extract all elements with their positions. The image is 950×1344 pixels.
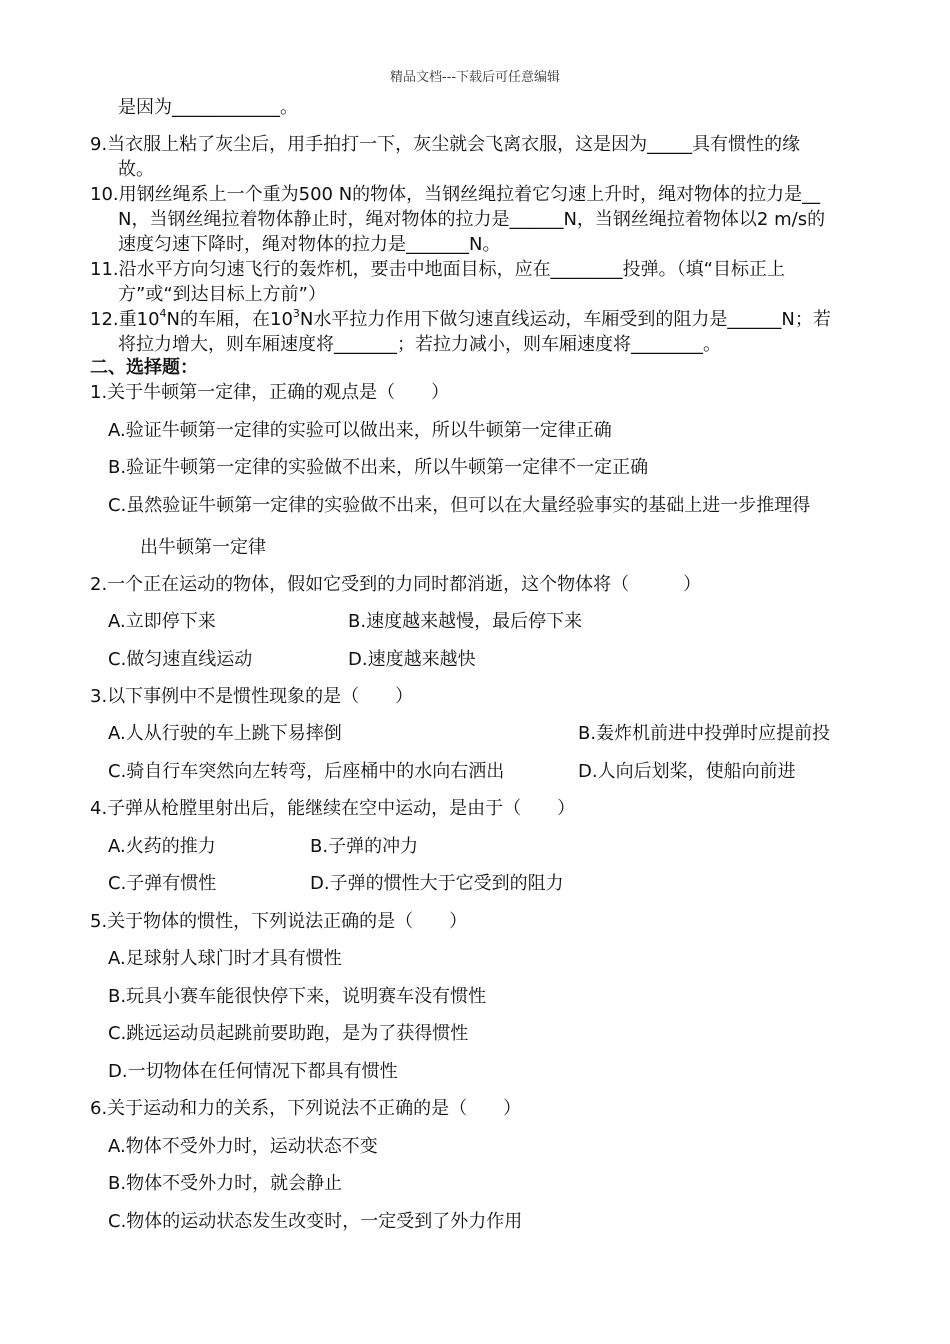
page-header: 精品文档---下载后可任意编辑: [389, 70, 561, 85]
mc-q4-option-b: B.子弹的冲力: [310, 836, 419, 857]
question-10-line-1: 10.用钢丝绳系上一个重为500 N的物体，当钢丝绳拉着它匀速上升时，绳对物体的拉力是__: [90, 184, 821, 205]
mc-q1-option-c-line-2: 出牛顿第一定律: [140, 537, 266, 558]
mc-q3-option-d: D.人向后划桨，使船向前进: [578, 761, 796, 782]
question-9-line-2: 故。: [118, 159, 154, 180]
mc-q3-option-a: A.人从行驶的车上跳下易摔倒: [108, 723, 342, 744]
mc-question-4: 4.子弹从枪膛里射出后，能继续在空中运动，是由于（ ）: [90, 798, 576, 819]
mc-q2-option-a: A.立即停下来: [108, 611, 216, 632]
mc-q6-option-c: C.物体的运动状态发生改变时，一定受到了外力作用: [108, 1211, 523, 1232]
mc-q1-option-c-line-1: C.虽然验证牛顿第一定律的实验做不出来，但可以在大量经验事实的基础上进一步推理得: [108, 495, 811, 516]
section-title-choice: 二、选择题：: [90, 357, 198, 378]
fill-in-continuation: 是因为____________。: [118, 97, 298, 118]
question-10-line-3: 速度匀速下降时，绳对物体的拉力是_______N。: [118, 234, 501, 255]
question-11-line-1: 11.沿水平方向匀速飞行的轰炸机，要击中地面目标，应在________投弹。（填“目标正上: [90, 259, 785, 280]
mc-q2-option-b: B.速度越来越慢，最后停下来: [348, 611, 583, 632]
q12-exponent-1: 4: [159, 307, 167, 320]
q12-text-1: 12.重10: [90, 309, 160, 330]
mc-question-5: 5.关于物体的惯性，下列说法正确的是（ ）: [90, 911, 468, 932]
mc-q2-option-c: C.做匀速直线运动: [108, 649, 253, 670]
mc-q4-option-a: A.火药的推力: [108, 836, 216, 857]
q12-text-3: N水平拉力作用下做匀速直线运动，车厢受到的阻力是______N；若: [299, 309, 831, 330]
mc-question-3: 3.以下事例中不是惯性现象的是（ ）: [90, 686, 414, 707]
question-12-line-1: [90, 309, 831, 331]
mc-q4-option-d: D.子弹的惯性大于它受到的阻力: [310, 873, 564, 894]
q12-exponent-2: 3: [292, 307, 300, 320]
mc-q1-option-a: A.验证牛顿第一定律的实验可以做出来，所以牛顿第一定律正确: [108, 420, 612, 441]
mc-q5-option-c: C.跳远运动员起跳前要助跑，是为了获得惯性: [108, 1023, 469, 1044]
mc-question-2: 2.一个正在运动的物体，假如它受到的力同时都消逝，这个物体将（ ）: [90, 574, 702, 595]
mc-q5-option-d: D.一切物体在任何情况下都具有惯性: [108, 1061, 398, 1082]
question-9-line-1: 9.当衣服上粘了灰尘后，用手拍打一下，灰尘就会飞离衣服，这是因为_____具有惯性的缘: [90, 134, 801, 155]
mc-q3-option-c: C.骑自行车突然向左转弯，后座桶中的水向右洒出: [108, 761, 505, 782]
mc-question-1: 1.关于牛顿第一定律，正确的观点是（ ）: [90, 382, 450, 403]
mc-q5-option-a: A.足球射人球门时才具有惯性: [108, 948, 342, 969]
mc-q3-option-b: B.轰炸机前进中投弹时应提前投: [578, 723, 831, 744]
q12-text-2: N的车厢，在10: [166, 309, 293, 330]
question-10-line-2: N，当钢丝绳拉着物体静止时，绳对物体的拉力是______N，当钢丝绳拉着物体以2 m/s的: [118, 209, 826, 230]
question-12-line-2: 将拉力增大，则车厢速度将_______；若拉力减小，则车厢速度将________。: [118, 334, 721, 355]
question-11-line-2: 方”或“到达目标上方前”）: [118, 284, 326, 305]
mc-q6-option-b: B.物体不受外力时，就会静止: [108, 1173, 343, 1194]
mc-q4-option-c: C.子弹有惯性: [108, 873, 217, 894]
mc-question-6: 6.关于运动和力的关系，下列说法不正确的是（ ）: [90, 1098, 522, 1119]
mc-q2-option-d: D.速度越来越快: [348, 649, 476, 670]
mc-q5-option-b: B.玩具小赛车能很快停下来，说明赛车没有惯性: [108, 986, 487, 1007]
mc-q6-option-a: A.物体不受外力时，运动状态不变: [108, 1136, 378, 1157]
mc-q1-option-b: B.验证牛顿第一定律的实验做不出来，所以牛顿第一定律不一定正确: [108, 457, 649, 478]
